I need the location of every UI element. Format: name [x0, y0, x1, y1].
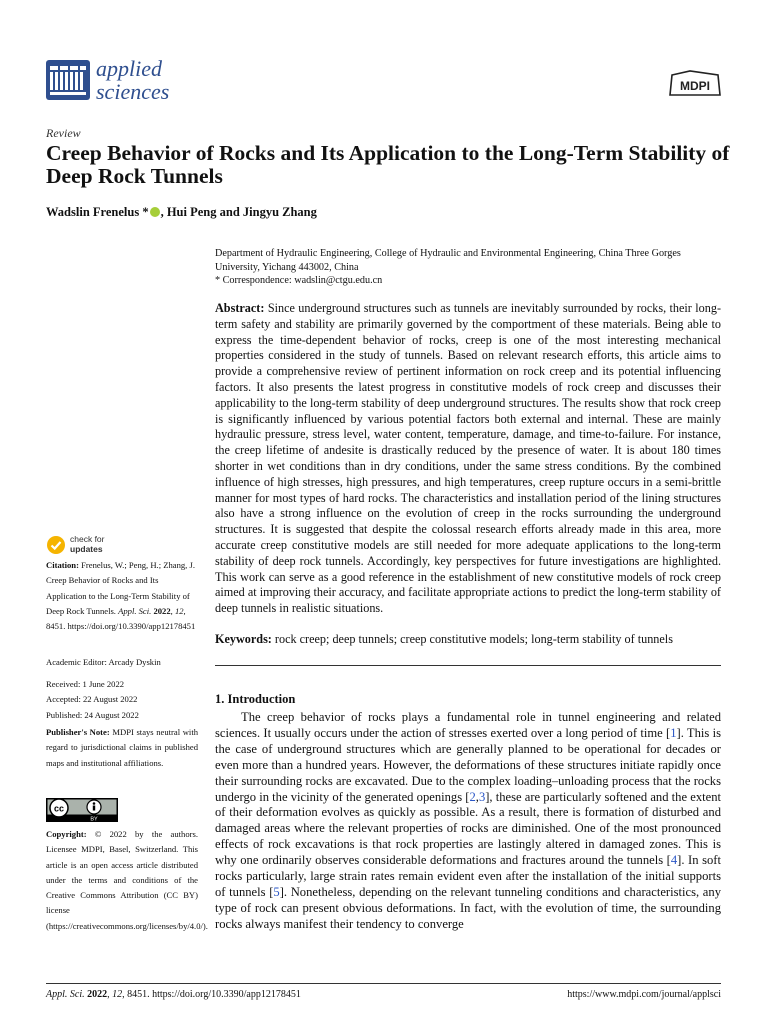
article-type: Review — [46, 126, 81, 140]
orcid-icon[interactable] — [150, 207, 160, 217]
check-updates-line2: updates — [70, 543, 103, 554]
journal-name-line1: applied — [96, 56, 162, 81]
date-received: Received: 1 June 2022 — [46, 679, 125, 689]
intro-text: ]. Nonetheless, depending on the relevant tunneling conditions and characteristics, any type of rock can present obvious deformations. In fact, with the evolution of time, the surrounding rocks always manifest their tendency to converge — [215, 884, 721, 931]
article-title: Creep Behavior of Rocks and Its Application to the Long-Term Stability of Deep Rock Tunnels — [46, 141, 730, 188]
license-badge-text: BY — [90, 816, 98, 822]
keywords-text: rock creep; deep tunnels; creep constitutive models; long-term stability of tunnels — [274, 632, 673, 646]
citation-journal: Appl. Sci. — [118, 605, 152, 616]
intro-text: ]. This is the case of underground structures which are generally planned to be operational for decades or even more than a hundred years. However, the deformations of these structures initiate rapidly once their surrounding rocks are excavated. Due to the complex loading–unloading process that the rocks undergo in the vicinity of the generated openings [ — [215, 725, 722, 804]
check-for-updates-button[interactable] — [46, 535, 146, 555]
citation-block: Citation: Frenelus, W.; Peng, H.; Zhang, J. Creep Behavior of Rocks and Its Application to the Long-Term Stability of Deep Rock Tunnels. Appl. Sci. 2022, 12, 8451. https://doi.org/10.3390/app12178451 — [46, 560, 196, 632]
check-updates-line1: check for — [70, 534, 105, 544]
footer-journal: Appl. Sci. — [46, 989, 85, 1000]
section-heading: 1. Introduction — [215, 692, 296, 706]
publisher-logo-icon — [666, 69, 724, 99]
intro-text: , — [475, 789, 479, 804]
copyright-label: Copyright: — [46, 829, 87, 839]
intro-paragraph — [215, 710, 721, 933]
author-list — [46, 205, 317, 220]
publisher-note — [46, 725, 198, 771]
reference-link[interactable]: 3 — [478, 789, 486, 804]
publisher-note-text: MDPI stays neutral with regard to jurisdictional claims in published maps and institutional affiliations. — [46, 727, 199, 768]
journal-name — [96, 57, 169, 103]
citation-label: Citation: — [46, 560, 79, 570]
date-accepted: Accepted: 22 August 2022 — [46, 694, 138, 705]
footer-citation: Appl. Sci. 2022, 12, 8451. https://doi.org/10.3390/app12178451 — [46, 989, 301, 1000]
reference-link[interactable]: 5 — [273, 884, 280, 899]
citation-text: Frenelus, W.; Peng, H.; Zhang, J. Creep Behavior of Rocks and Its Application to the Long-Term Stability of Deep Rock Tunnels. — [46, 560, 195, 616]
cc-by-license-icon[interactable] — [46, 798, 118, 822]
author-1[interactable]: Wadslin Frenelus * — [46, 205, 149, 219]
check-updates-icon — [46, 535, 66, 555]
copyright-text: © 2022 by the authors. Licensee MDPI, Basel, Switzerland. This article is an open access article distributed under the terms and conditions of the Creative Commons Attribution (CC BY) license (https://creativecommons.org/licenses/by/4.0/). — [46, 829, 208, 931]
affiliation: Department of Hydraulic Engineering, College of Hydraulic and Environmental Engineering, China Three Gorges University, Yichang 443002, China — [215, 248, 681, 273]
section-divider — [215, 665, 721, 666]
citation-year: 2022 — [153, 605, 171, 616]
citation-doi[interactable]: , 8451. https://doi.org/10.3390/app12178451 — [46, 605, 196, 632]
footer-year: 2022 — [87, 989, 108, 1000]
reference-link[interactable]: 4 — [670, 853, 678, 868]
reference-link[interactable]: 2 — [469, 789, 476, 804]
dates-block — [46, 677, 198, 723]
intro-text: The creep behavior of rocks plays a fundamental role in tunnel engineering and related sciences. It usually occurs under the action of stresses exerted over a long period of time [ — [215, 710, 721, 740]
author-others: , Hui Peng and Jingyu Zhang — [160, 205, 317, 219]
footer-divider — [46, 983, 721, 984]
date-published: Published: 24 August 2022 — [46, 709, 139, 720]
reference-link[interactable]: 1 — [670, 725, 677, 740]
intro-text: ]. In soft rocks particularly, large strain rates remain evident even after the installation of the initial supports of tunnels [ — [215, 853, 721, 899]
keywords-label: Keywords: — [215, 632, 272, 646]
publisher-name: MDPI — [680, 79, 710, 93]
abstract-text: Since underground structures such as tunnels are inevitably surrounded by rocks, their long-term safety and stability are primarily governed by the comportment of these materials. Being able to express the time-dependent behavior of rocks, creep is one of the most interesting mechanical properties considered in the study of tunnels. Based on relevant research efforts, this article aims to provide a comprehensive review of pertinent information on rock creep and its potential influencing factors. It also presents the latest progress in constitutive models of rock creep and discusses their applicability to the long-term stability of deep underground structures. The results show that rock creep is significantly influenced by various potential factors both external and internal. These are mainly hydraulic pressure, stress level, water content, temperature, damage, and time-to-failure. For instance, the creep lifetime of andesite is drastically reduced by the presence of water. It is about 180 times shorter in wet conditions than in dry conditions, under the same stress conditions. By the combined influence of high stresses, high pressures, and high temperatures, creep rupture occurs in a semi-brittle manner for most types of hard rocks. The characteristics and installation period of the lining structures also have a strong influence on the evolution of creep in the rocks surrounding the underground structures. It is suggested that despite the colossal research efforts already made in this area, more accurate creep constitutive models are still needed for more adequate applications to the long-term stability of deep rock tunnels. Accordingly, key perspectives for future investigations are highlighted. This work can serve as a good reference in the establishment of new constitutive models of rock creep aimed at improving their accuracy, and facilitate appropriate actions to predict the long-term stability of deep tunnels in realistic situations. — [215, 301, 721, 616]
keywords — [215, 632, 721, 648]
footer-doi[interactable]: , 8451. https://doi.org/10.3390/app12178451 — [122, 989, 301, 1000]
intro-text: ], these are particularly softened and the extent of their deformation evolves as quickly as possible. As a result, there is formation of disturbed and damaged areas where the relevant properties of rocks are diminished. One of the most pronounced effects of rock excavations is that rock properties are lastingly altered in damaged zones. This is why one ordinarily observes considerable deformations and fractures around the tunnels [ — [215, 789, 721, 868]
footer-volume: 12 — [112, 989, 123, 1000]
copyright-notice — [46, 827, 208, 934]
correspondence: * Correspondence: wadslin@ctgu.edu.cn — [215, 275, 383, 286]
svg-text:cc: cc — [53, 803, 65, 814]
footer-journal-url[interactable]: https://www.mdpi.com/journal/applsci — [567, 989, 721, 1000]
journal-name-line2: sciences — [96, 79, 170, 104]
academic-editor: Academic Editor: Arcady Dyskin — [46, 657, 161, 667]
journal-logo-icon — [46, 60, 90, 100]
abstract — [215, 301, 721, 617]
abstract-label: Abstract: — [215, 301, 265, 315]
publisher-note-label: Publisher's Note: — [46, 727, 110, 737]
citation-volume: 12 — [174, 605, 184, 616]
